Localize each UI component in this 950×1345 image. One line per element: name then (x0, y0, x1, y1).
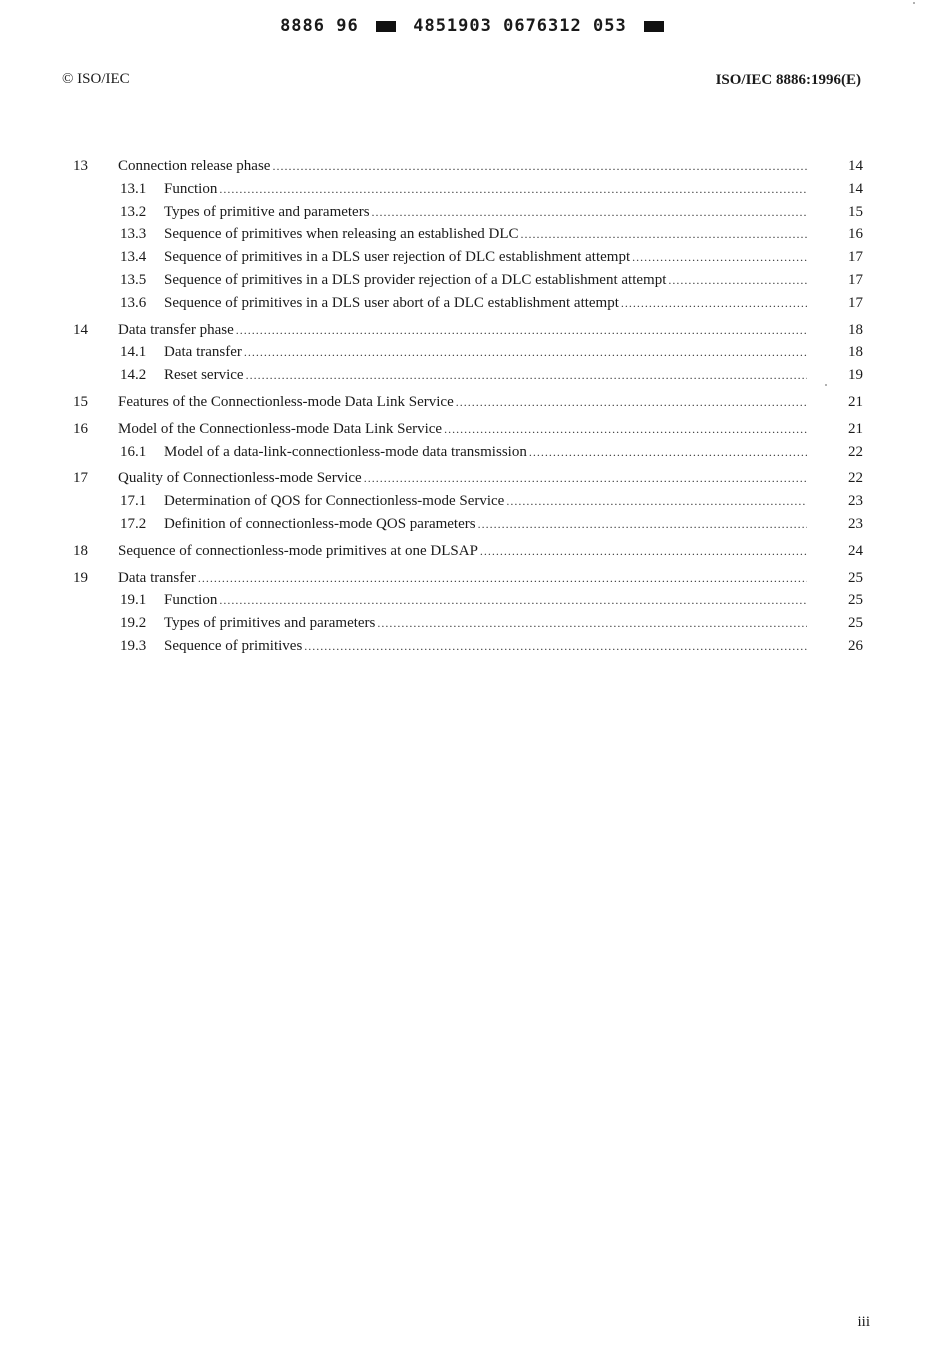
scan-header-code (0, 16, 950, 36)
toc-entry-line (118, 540, 807, 562)
toc-entry-number: 13.6 (120, 294, 147, 311)
toc-entry-line (118, 319, 807, 341)
toc-entry-number: 19.2 (120, 615, 147, 632)
toc-entry (0, 178, 950, 201)
dot-leader (478, 513, 807, 535)
toc-entry-title: Model of the Connectionless-mode Data Link Service (118, 420, 443, 437)
toc-entry-line (164, 441, 807, 463)
toc-entry-number: 19 (73, 569, 88, 586)
toc-entry-page: 22 (848, 470, 863, 487)
toc-entry-title: Reset service (164, 367, 244, 384)
toc-entry (0, 341, 950, 364)
toc-entry-page: 18 (848, 344, 863, 361)
scan-speck (825, 384, 827, 386)
toc-entry (0, 391, 950, 414)
toc-entry-title: Sequence of primitives (164, 637, 303, 654)
toc-entry-title: Sequence of primitives in a DLS provider rejection of a DLC establishment attempt (164, 271, 667, 288)
toc-entry-number: 13.3 (120, 226, 147, 243)
dot-leader (480, 540, 807, 562)
toc-entry-line (164, 341, 807, 363)
toc-entry-title: Sequence of primitives in a DLS user abort of a DLC establishment attempt (164, 294, 619, 311)
dot-leader (456, 391, 807, 413)
toc-entry-title: Data transfer phase (118, 321, 234, 338)
dot-leader (529, 441, 807, 463)
dot-leader (444, 418, 807, 440)
toc-entry-line (164, 246, 807, 268)
dot-leader (244, 341, 807, 363)
scan-code-block (376, 21, 396, 32)
toc-entry (0, 612, 950, 635)
toc-entry-title: Types of primitives and parameters (164, 615, 376, 632)
toc-entry-line (164, 178, 807, 200)
toc-entry-line (118, 418, 807, 440)
toc-entry (0, 418, 950, 441)
dot-leader (364, 467, 807, 489)
toc-entry (0, 155, 950, 178)
header-copyright: © ISO/IEC (62, 71, 130, 87)
dot-leader (219, 178, 807, 200)
toc-entry-number: 19.3 (120, 637, 147, 654)
scan-code-part1: 8886 96 (280, 16, 359, 36)
toc-entry-number: 15 (73, 393, 88, 410)
toc-entry-line (118, 391, 807, 413)
dot-leader (246, 364, 807, 386)
toc-entry-page: 23 (848, 493, 863, 510)
toc-entry (0, 467, 950, 490)
scan-code-block (644, 21, 664, 32)
toc-entry-title: Model of a data-link-connectionless-mode data transmission (164, 443, 527, 460)
toc-entry-line (164, 513, 807, 535)
scan-code-part2: 4851903 0676312 053 (413, 16, 627, 36)
toc-entry-page: 21 (848, 393, 863, 410)
toc-entry (0, 589, 950, 612)
toc-entry-number: 13 (73, 158, 88, 174)
toc-entry (0, 246, 950, 269)
dot-leader (506, 490, 807, 512)
dot-leader (219, 589, 807, 611)
toc-entry-page: 21 (848, 420, 863, 437)
toc-entry-line (164, 612, 807, 634)
toc-entry-title: Types of primitive and parameters (164, 203, 370, 220)
toc-entry-line (118, 467, 807, 489)
toc-entry-page: 16 (848, 226, 863, 243)
toc-entry-number: 13.4 (120, 249, 147, 266)
toc-entry (0, 490, 950, 513)
toc-entry-number: 13.5 (120, 271, 147, 288)
toc-entry-line (118, 155, 807, 177)
toc-entry-page: 23 (848, 515, 863, 532)
toc-entry-line (164, 292, 807, 314)
toc-entry-title: Features of the Connectionless-mode Data Link Service (118, 393, 454, 410)
toc-entry-title: Connection release phase (118, 158, 271, 174)
toc-entry (0, 364, 950, 387)
toc-entry-number: 14.1 (120, 344, 147, 361)
toc-entry-number: 14 (73, 321, 88, 338)
toc-entry-title: Data transfer (118, 569, 196, 586)
toc-entry-page: 14 (848, 180, 863, 197)
toc-entry (0, 567, 950, 590)
toc-entry-number: 17 (73, 470, 88, 487)
dot-leader (521, 223, 808, 245)
toc-entry-title: Definition of connectionless-mode QOS parameters (164, 515, 476, 532)
toc-entry (0, 269, 950, 292)
toc-entry-page: 25 (848, 592, 863, 609)
dot-leader (377, 612, 807, 634)
toc-entry (0, 635, 950, 658)
toc-entry-page: 17 (848, 249, 863, 266)
toc-entry-title: Function (164, 180, 218, 197)
toc-entry (0, 201, 950, 224)
page-number: iii (857, 1314, 870, 1330)
toc-entry-line (164, 223, 807, 245)
toc-entry-line (164, 269, 807, 291)
toc-entry-line (164, 201, 807, 223)
dot-leader (621, 292, 807, 314)
toc-entry-title: Sequence of primitives in a DLS user rejection of DLC establishment attempt (164, 249, 631, 266)
toc-entry (0, 540, 950, 563)
toc-entry-number: 19.1 (120, 592, 147, 609)
toc-entry-page: 14 (848, 158, 863, 174)
toc-entry-title: Sequence of connectionless-mode primitives at one DLSAP (118, 542, 478, 559)
toc-entry-page: 18 (848, 321, 863, 338)
toc-entry-number: 13.1 (120, 180, 147, 197)
toc-entry-number: 16.1 (120, 443, 147, 460)
toc-entry-title: Sequence of primitives when releasing an established DLC (164, 226, 519, 243)
toc-entry-number: 16 (73, 420, 88, 437)
toc-entry-number: 13.2 (120, 203, 147, 220)
toc-entry-page: 25 (848, 615, 863, 632)
dot-leader (198, 567, 807, 589)
dot-leader (632, 246, 807, 268)
toc-entry-page: 17 (848, 294, 863, 311)
toc-entry-page: 15 (848, 203, 863, 220)
toc-entry-line (164, 490, 807, 512)
dot-leader (668, 269, 807, 291)
toc-entry-number: 14.2 (120, 367, 147, 384)
toc-entry-line (118, 567, 807, 589)
dot-leader (304, 635, 807, 657)
toc-entry-line (164, 635, 807, 657)
toc-entry-page: 22 (848, 443, 863, 460)
header-standard-id: ISO/IEC 8886:1996(E) (715, 72, 861, 88)
toc-entry-title: Data transfer (164, 344, 242, 361)
toc-entry-title: Function (164, 592, 218, 609)
toc-entry-number: 17.1 (120, 493, 147, 510)
table-of-contents (0, 155, 950, 658)
dot-leader (372, 201, 807, 223)
dot-leader (272, 155, 807, 177)
toc-entry (0, 513, 950, 536)
toc-entry-line (164, 364, 807, 386)
scan-speck (913, 2, 915, 4)
toc-entry (0, 223, 950, 246)
toc-entry-page: 26 (848, 637, 863, 654)
toc-entry-title: Determination of QOS for Connectionless-mode Service (164, 493, 505, 510)
toc-entry-number: 17.2 (120, 515, 147, 532)
toc-entry-number: 18 (73, 542, 88, 559)
toc-entry-page: 17 (848, 271, 863, 288)
toc-entry-page: 24 (848, 542, 863, 559)
toc-entry-page: 19 (848, 367, 863, 384)
toc-entry-page: 25 (848, 569, 863, 586)
toc-entry-title: Quality of Connectionless-mode Service (118, 470, 362, 487)
toc-entry (0, 319, 950, 342)
toc-entry (0, 292, 950, 315)
toc-entry (0, 441, 950, 464)
toc-entry-line (164, 589, 807, 611)
dot-leader (236, 319, 807, 341)
